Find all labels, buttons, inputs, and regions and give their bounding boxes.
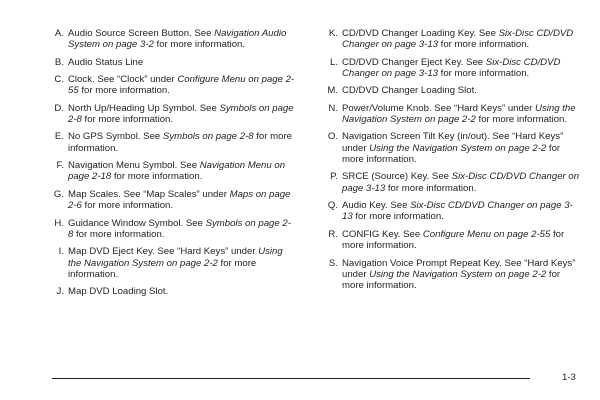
legend-item-text <box>68 28 295 51</box>
description-text: for more information. <box>68 257 257 280</box>
description-text: Navigation Voice Prompt Repeat Key. See “Hard Keys” under <box>342 257 576 280</box>
description-text: Map Scales. See “Map Scales” under <box>68 188 230 200</box>
legend-item-letter: A. <box>54 28 64 39</box>
legend-item <box>324 103 582 126</box>
legend-item <box>50 103 295 126</box>
description-text: for more information. <box>73 228 165 240</box>
legend-item-letter: J. <box>56 286 64 298</box>
description-text: for more information. <box>111 171 203 183</box>
description-text: SRCE (Source) Key. See <box>342 171 452 183</box>
legend-item-text <box>342 171 582 194</box>
legend-item-letter: H. <box>54 217 64 229</box>
cross-reference: Navigation Audio System on page 3-2 <box>68 28 287 51</box>
cross-reference: Configure Menu on page 2-55 <box>68 74 295 97</box>
legend-item <box>50 286 295 297</box>
legend-item <box>50 246 295 280</box>
legend-item <box>324 85 582 96</box>
description-text: Map DVD Loading Slot. <box>68 286 169 298</box>
legend-item-text <box>68 286 295 297</box>
legend-item <box>50 57 295 68</box>
cross-reference: Maps on page 2-6 <box>68 188 291 212</box>
description-text: for more information. <box>475 114 568 126</box>
legend-item-text <box>342 258 582 292</box>
legend-item-letter: F. <box>56 160 64 172</box>
legend-item-text <box>68 57 295 68</box>
cross-reference: Using the Navigation System on page 2-2 <box>68 246 283 269</box>
cross-reference: Six-Disc CD/DVD Changer on page 3-13 <box>342 171 580 194</box>
description-text: North Up/Heading Up Symbol. See <box>68 102 220 114</box>
legend-item <box>324 131 582 165</box>
description-text: for more information. <box>78 85 170 97</box>
description-text: Navigation Screen Tilt Key (in/out). See “Hard Keys” under <box>342 131 564 154</box>
legend-item-text <box>342 85 582 96</box>
legend-item <box>50 218 295 241</box>
description-text: for more information. <box>342 268 561 292</box>
description-text: CONFIG Key. See <box>342 228 423 240</box>
legend-item-letter: B. <box>54 56 64 68</box>
page-number: 1-3 <box>562 372 576 383</box>
legend-item-text <box>68 103 295 126</box>
legend-item-letter: P. <box>330 171 338 183</box>
description-text: Map DVD Eject Key. See “Hard Keys” under <box>68 246 259 258</box>
description-text: for more information. <box>153 39 246 51</box>
description-text: for more information. <box>352 211 444 223</box>
description-text: No GPS Symbol. See <box>68 131 163 143</box>
legend-item-text <box>342 103 582 126</box>
legend-item-letter: R. <box>328 228 338 240</box>
legend-item-letter: G. <box>53 188 64 200</box>
legend-item <box>50 160 295 183</box>
cross-reference: Using the Navigation System on page 2-2 <box>369 268 547 280</box>
legend-item-text <box>68 131 295 154</box>
legend-item <box>324 200 582 223</box>
legend-item <box>50 28 295 51</box>
description-text: CD/DVD Changer Loading Key. See <box>342 28 499 39</box>
cross-reference: Using the Navigation System on page 2-2 <box>369 142 547 154</box>
legend-item-text <box>68 246 295 280</box>
legend-item <box>324 229 582 252</box>
description-text: for more information. <box>81 200 174 212</box>
description-text: Guidance Window Symbol. See <box>68 217 206 229</box>
legend-item-text <box>68 160 295 183</box>
legend-item-letter: C. <box>54 74 64 86</box>
cross-reference: Six-Disc CD/DVD Changer on page 3-13 <box>342 200 573 223</box>
legend-item-letter: E. <box>54 131 64 143</box>
description-text: CD/DVD Changer Loading Slot. <box>342 85 477 97</box>
description-text: for more information. <box>68 131 292 154</box>
left-column <box>50 28 295 304</box>
legend-item <box>50 189 295 212</box>
description-text: for more information. <box>81 114 174 126</box>
legend-item-letter: I. <box>58 246 64 258</box>
description-text: for more information. <box>385 182 477 194</box>
right-column <box>324 28 582 297</box>
legend-item-text <box>68 189 295 212</box>
description-text: Audio Key. See <box>342 200 411 212</box>
legend-item <box>324 171 582 194</box>
cross-reference: Six-Disc CD/DVD Changer on page 3-13 <box>342 28 574 51</box>
legend-item-text <box>68 218 295 241</box>
legend-item <box>50 74 295 97</box>
legend-item <box>324 28 582 51</box>
description-text: for more information. <box>438 39 530 51</box>
cross-reference: Symbols on page 2-8 <box>68 102 294 126</box>
legend-item-letter: Q. <box>327 200 338 212</box>
description-text: for more information. <box>342 228 565 252</box>
description-text: for more information. <box>342 142 561 166</box>
description-text: Navigation Menu Symbol. See <box>68 160 200 172</box>
legend-item <box>324 258 582 292</box>
legend-item <box>50 131 295 154</box>
cross-reference: Symbols on page 2-8 <box>68 217 291 240</box>
description-text: for more information. <box>438 67 530 79</box>
legend-item-letter: L. <box>329 56 338 68</box>
cross-reference: Configure Menu on page 2-55 <box>422 228 551 240</box>
legend-item-letter: N. <box>328 102 338 114</box>
legend-item-letter: K. <box>328 28 338 39</box>
legend-item-text <box>342 131 582 165</box>
cross-reference: Symbols on page 2-8 <box>162 131 254 143</box>
legend-item-text <box>342 57 582 80</box>
legend-item-text <box>342 200 582 223</box>
description-text: Clock. See “Clock” under <box>68 74 178 86</box>
cross-reference: Six-Disc CD/DVD Changer on page 3-13 <box>342 56 561 79</box>
legend-item-text <box>342 229 582 252</box>
legend-item-letter: M. <box>327 85 338 97</box>
description-text: Audio Source Screen Button. See <box>68 28 215 39</box>
description-text: Power/Volume Knob. See “Hard Keys” under <box>342 102 536 114</box>
footer-rule <box>52 378 530 379</box>
description-text: CD/DVD Changer Eject Key. See <box>342 56 486 68</box>
legend-item-letter: D. <box>54 102 64 114</box>
legend-item-text <box>342 28 582 51</box>
legend-item-letter: O. <box>327 131 338 143</box>
legend-item <box>324 57 582 80</box>
cross-reference: Navigation Menu on page 2-18 <box>68 160 286 183</box>
description-text: Audio Status Line <box>68 56 144 68</box>
cross-reference: Using the Navigation System on page 2-2 <box>342 102 576 126</box>
legend-item-letter: S. <box>328 257 338 269</box>
legend-item-text <box>68 74 295 97</box>
